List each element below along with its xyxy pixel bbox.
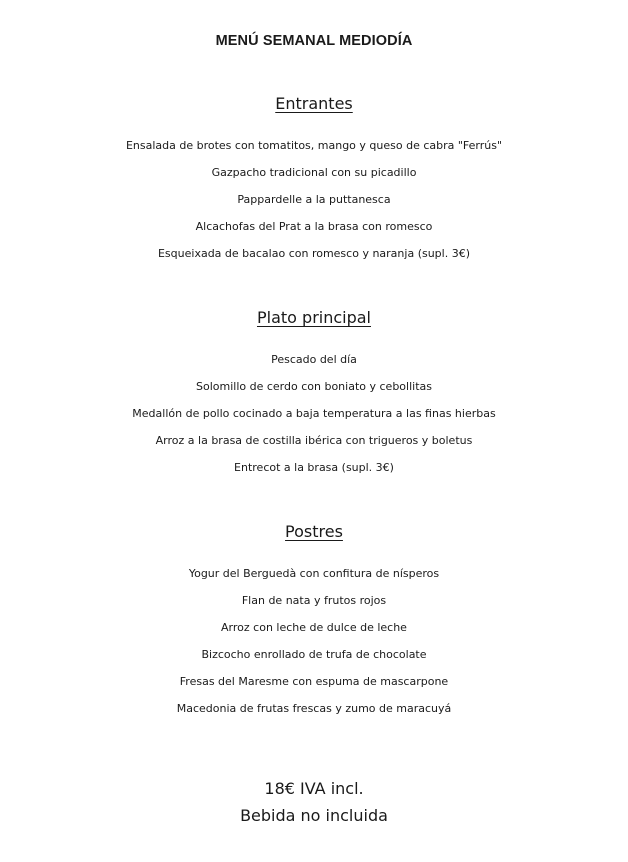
list-item: Gazpacho tradicional con su picadillo <box>211 166 417 179</box>
section-heading-mains: Plato principal <box>256 308 371 327</box>
menu-price: 18€ IVA incl. <box>264 779 364 798</box>
list-item: Macedonia de frutas frescas y zumo de maracuyá <box>176 702 452 715</box>
drink-note: Bebida no incluida <box>240 806 388 825</box>
list-item: Pappardelle a la puttanesca <box>237 193 391 206</box>
section-heading-starters: Entrantes <box>275 94 353 113</box>
list-item: Ensalada de brotes con tomatitos, mango y queso de cabra "Ferrús" <box>125 139 503 152</box>
list-item: Fresas del Maresme con espuma de mascarpone <box>179 675 449 688</box>
list-item: Yogur del Berguedà con confitura de nísperos <box>188 567 440 580</box>
section-mains <box>0 308 628 481</box>
desserts-list <box>0 560 628 722</box>
list-item: Arroz a la brasa de costilla ibérica con trigueros y boletus <box>155 434 473 447</box>
list-item: Flan de nata y frutos rojos <box>241 594 387 607</box>
section-desserts <box>0 522 628 722</box>
list-item: Medallón de pollo cocinado a baja temperatura a las finas hierbas <box>132 407 496 420</box>
mains-list <box>0 346 628 481</box>
list-item: Alcachofas del Prat a la brasa con romesco <box>195 220 433 233</box>
section-heading-desserts: Postres <box>285 522 343 541</box>
list-item: Pescado del día <box>271 353 357 366</box>
menu-footer <box>0 775 628 829</box>
list-item: Bizcocho enrollado de trufa de chocolate <box>201 648 427 661</box>
menu-title: MENÚ SEMANAL MEDIODÍA <box>215 33 413 49</box>
list-item: Solomillo de cerdo con boniato y cebollitas <box>196 380 432 393</box>
list-item: Esqueixada de bacalao con romesco y naranja (supl. 3€) <box>157 247 471 260</box>
section-starters <box>0 94 628 267</box>
list-item: Arroz con leche de dulce de leche <box>221 621 407 634</box>
list-item: Entrecot a la brasa (supl. 3€) <box>234 461 394 474</box>
starters-list <box>0 132 628 267</box>
